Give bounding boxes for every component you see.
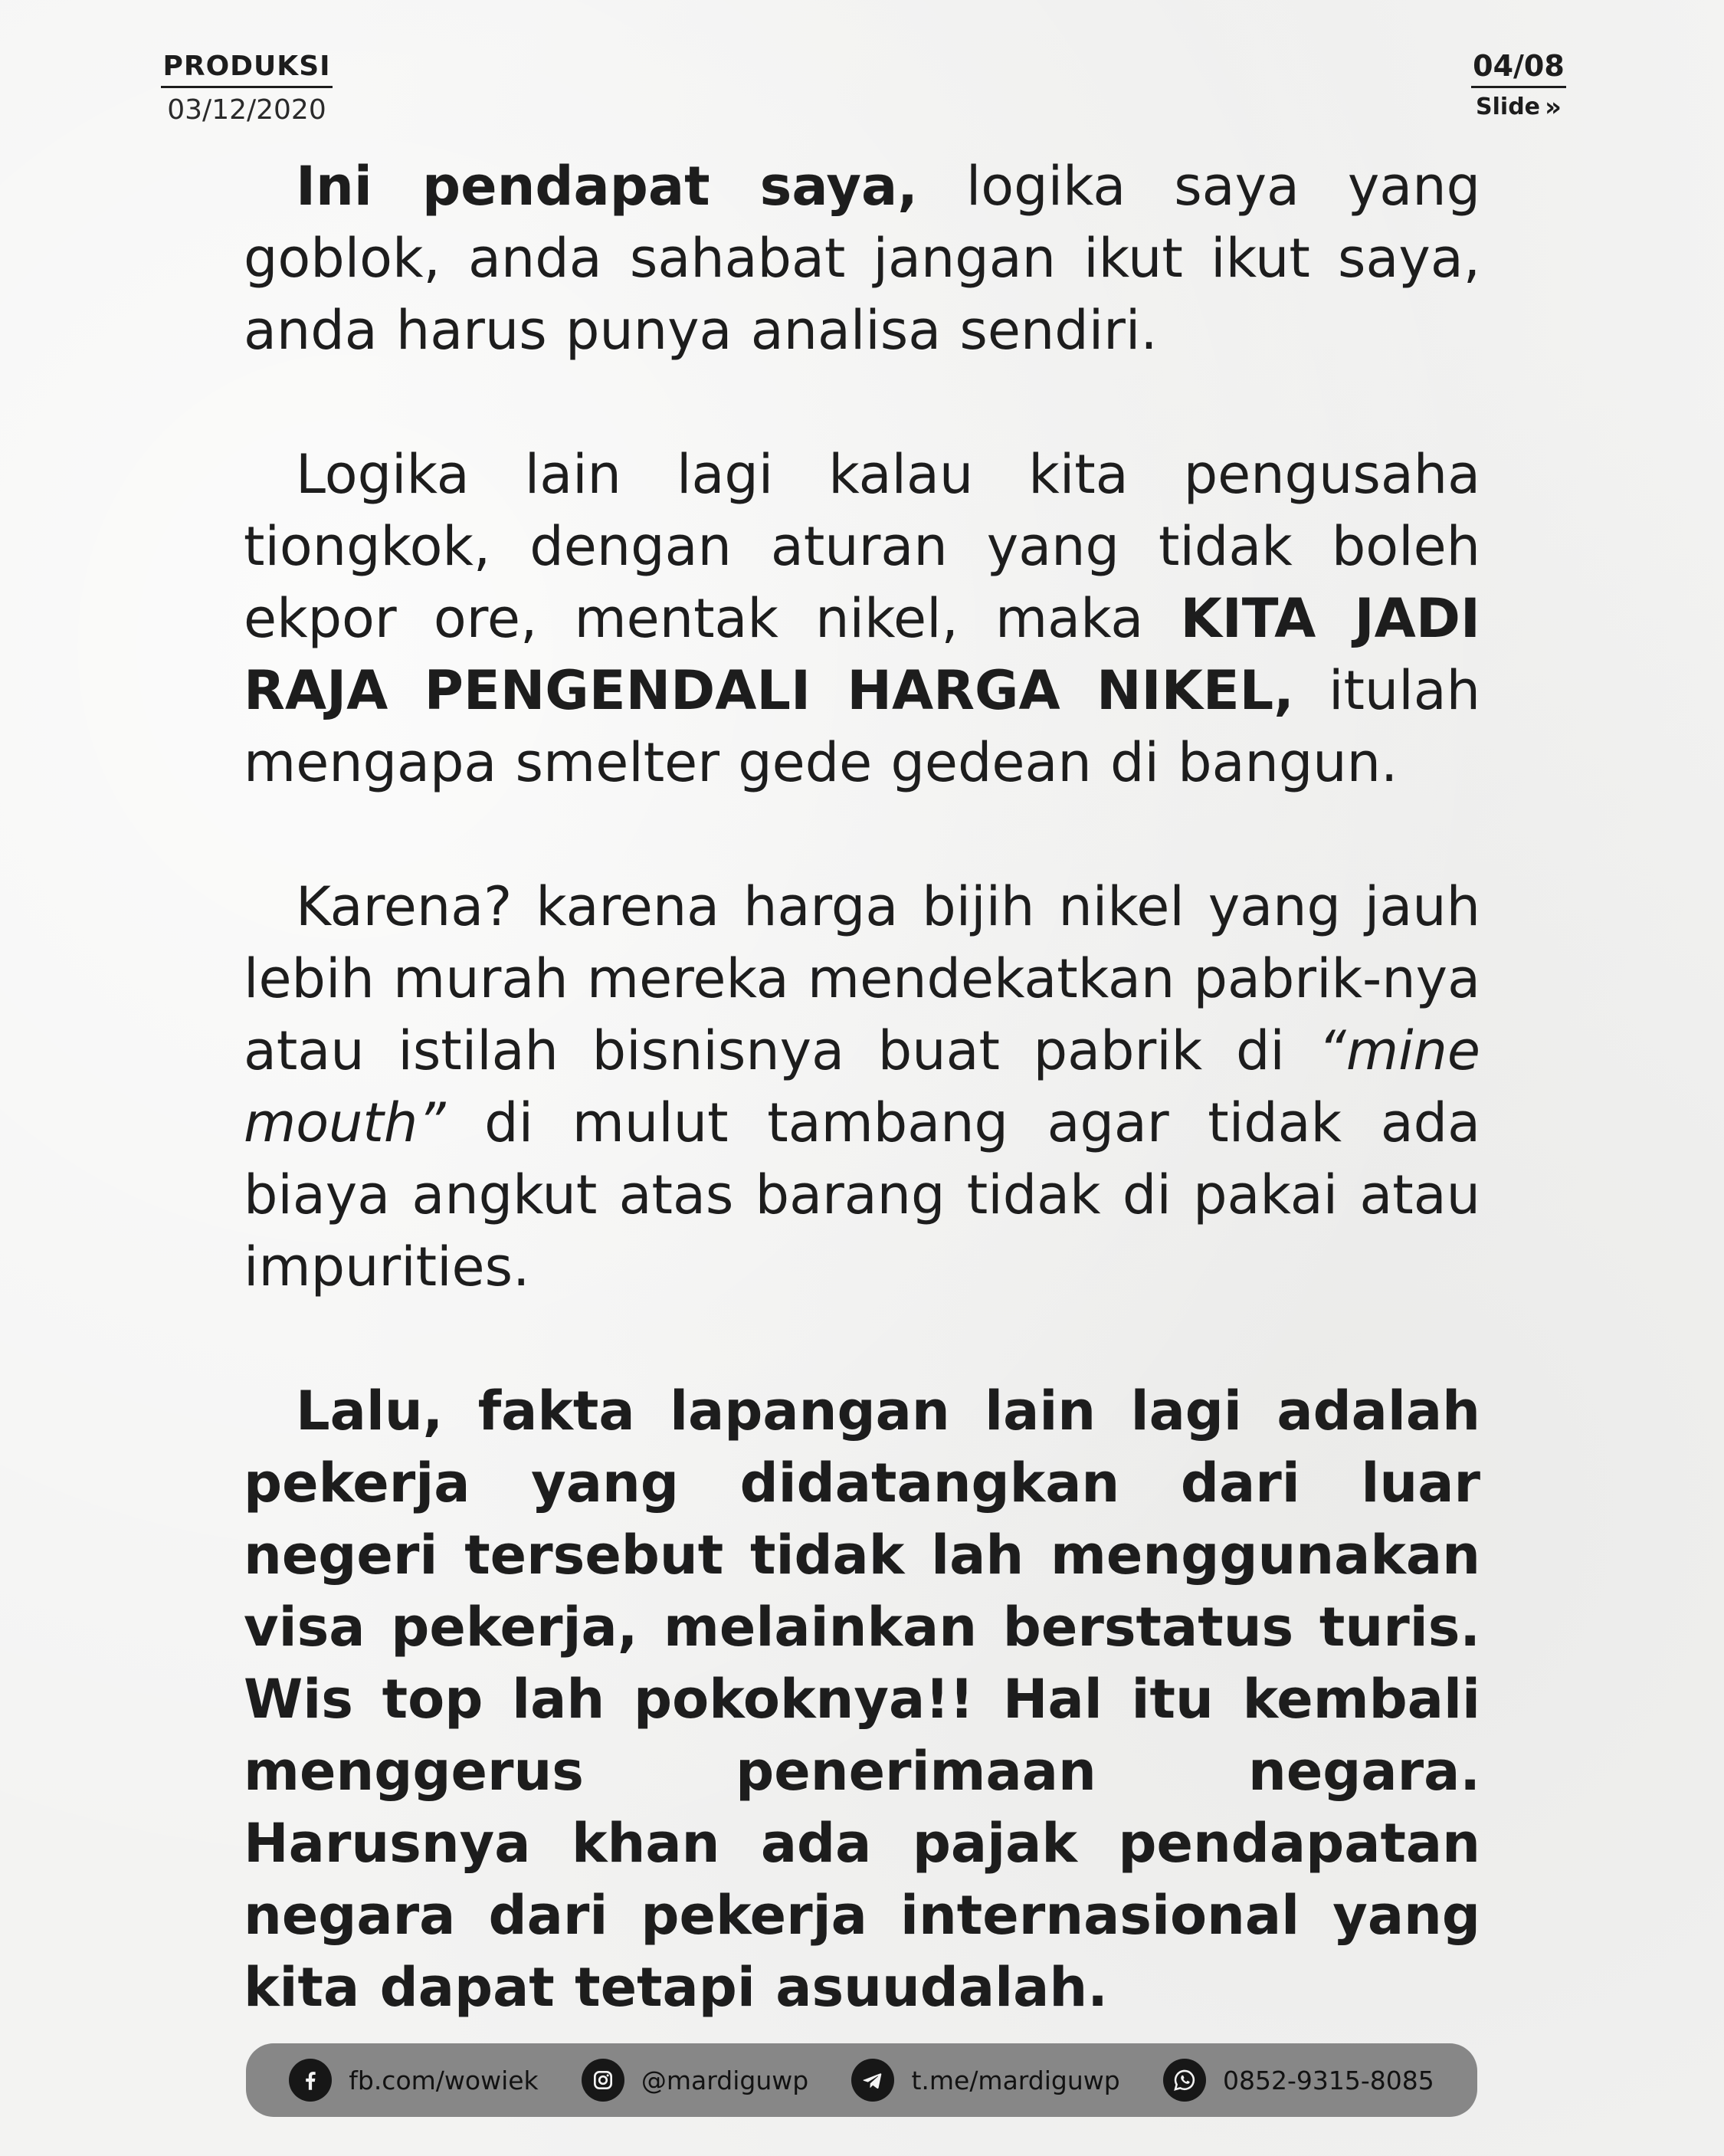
paragraph-3-tail: di mulut tambang agar tidak ada biaya angkut atas barang tidak di pakai atau impurities. [244, 1091, 1480, 1298]
telegram-icon [851, 2059, 894, 2102]
paragraph-3-italic: “mine mouth” [244, 1019, 1480, 1154]
paragraph-3 [244, 871, 1480, 1303]
paragraph-2-lead: Logika lain lagi kalau kita pengusaha tiongkok, dengan aturan yang tidak boleh ekpor ore, mentak nikel, maka [244, 443, 1480, 650]
instagram-handle: @mardiguwp [641, 2065, 809, 2095]
whatsapp-link[interactable] [1163, 2059, 1434, 2102]
paragraph-3-lead: Karena? karena harga bijih nikel yang jauh lebih murah mereka mendekatkan pabrik-nya atau istilah bisnisnya buat pabrik di [244, 875, 1480, 1082]
paragraph-2 [244, 438, 1480, 799]
header-category-block [161, 49, 333, 128]
social-contact-bar [246, 2043, 1477, 2117]
slide-indicator [1471, 48, 1566, 122]
next-slide-hint [1471, 93, 1566, 122]
paragraph-4: Lalu, fakta lapangan lain lagi adalah pekerja yang didatangkan dari luar negeri tersebut tidak lah menggunakan visa pekerja, melainkan berstatus turis. Wis top lah pokoknya!! Hal itu kembali menggerus penerimaan negara. Harusnya khan ada pajak pendapatan negara dari pekerja internasional yang kita dapat tetapi asuudalah. [244, 1380, 1480, 2019]
telegram-handle: t.me/mardiguwp [911, 2065, 1120, 2095]
facebook-handle: fb.com/wowiek [349, 2065, 539, 2095]
slide-label: Slide [1476, 94, 1541, 120]
paragraph-2-bold: KITA JADI RAJA PENGENDALI HARGA NIKEL, [244, 587, 1480, 722]
post-date: 03/12/2020 [167, 94, 326, 126]
facebook-icon [289, 2059, 332, 2102]
instagram-link[interactable] [582, 2059, 808, 2102]
paragraph-2-tail: itulah mengapa smelter gede gedean di bangun. [244, 659, 1480, 794]
page-counter: 04/08 [1473, 49, 1565, 83]
facebook-link[interactable] [289, 2059, 538, 2102]
header-divider [161, 86, 333, 88]
whatsapp-number: 0852-9315-8085 [1222, 2065, 1434, 2095]
whatsapp-icon [1163, 2059, 1206, 2102]
instagram-icon [582, 2059, 624, 2102]
telegram-link[interactable] [851, 2059, 1119, 2102]
article-body [244, 150, 1480, 2023]
paragraph-1-bold-lead: Ini pendapat saya, [296, 155, 918, 218]
paragraph-1 [244, 150, 1480, 366]
category-label: PRODUKSI [162, 51, 331, 82]
double-chevron-right-icon: » [1545, 92, 1562, 123]
slide-divider [1471, 86, 1566, 88]
paragraph-1-text: logika saya yang goblok, anda sahabat jangan ikut ikut saya, anda harus punya analisa sendiri. [244, 155, 1481, 362]
